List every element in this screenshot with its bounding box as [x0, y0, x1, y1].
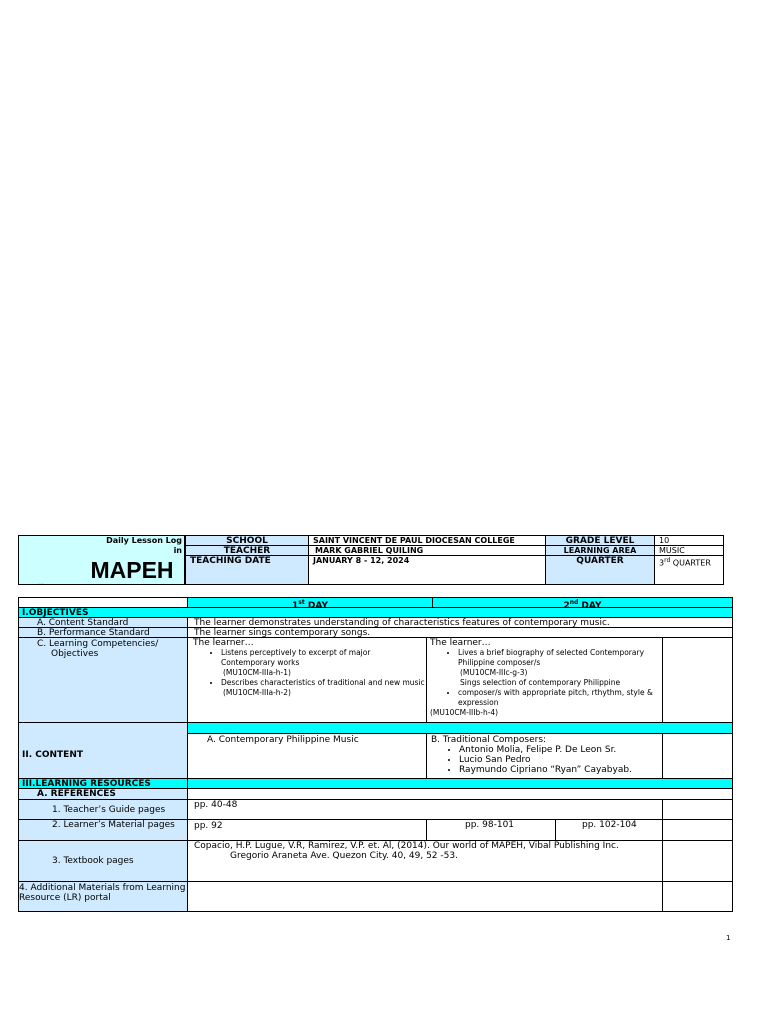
- school-label: SCHOOL: [185, 535, 309, 546]
- tg-day3: [662, 799, 733, 820]
- content-day1: A. Contemporary Philippine Music: [187, 733, 427, 779]
- comp-day2-bullet1: • Lives a brief biography of selected Contemporary Philippine composer/s: [458, 648, 662, 668]
- school-value: SAINT VINCENT DE PAUL DIOCESAN COLLEGE: [308, 535, 546, 546]
- content-day2-item-2: • Lucio San Pedro: [459, 755, 662, 765]
- references-label: A. REFERENCES: [18, 788, 188, 800]
- area-value: MUSIC: [654, 545, 724, 556]
- comp-day2-code2: (MU10CM-IIIb-h-4): [430, 708, 499, 717]
- lm-value-day2b: pp. 102-104: [555, 819, 663, 841]
- content-day2-title: B. Traditional Composers:: [431, 735, 547, 745]
- comp-day1-code1: (MU10CM-IIIa-h-1): [223, 668, 291, 677]
- objectives-heading: I.OBJECTIVES: [18, 607, 733, 618]
- competencies-day2: [426, 637, 663, 723]
- tg-value: pp. 40-48: [187, 799, 663, 820]
- tb-label: 3. Textbook pages: [18, 840, 188, 882]
- day1-sup: st: [298, 599, 305, 606]
- subject-title: MAPEH: [90, 557, 174, 583]
- quarter-value: [654, 555, 724, 585]
- am-value: [187, 881, 663, 912]
- quarter-word: QUARTER: [670, 558, 711, 568]
- performance-standard-label: B. Performance Standard: [18, 627, 188, 638]
- grade-label: GRADE LEVEL: [545, 535, 655, 546]
- comp-day2-text1: Sings selection of contemporary Philippine: [460, 678, 621, 687]
- grade-value: 10: [654, 535, 724, 546]
- comp-day1-bullet2: • Describes characteristics of traditional and new music: [221, 678, 426, 688]
- tb-day3: [662, 840, 733, 882]
- am-day3: [662, 881, 733, 912]
- comp-day2-code1: (MU10CM-IIIc-g-3): [460, 668, 528, 677]
- lm-day3: [662, 819, 733, 841]
- competencies-label: [18, 637, 188, 723]
- comp-day1-bullet1: • Listens perceptively to excerpt of major Contemporary works: [221, 648, 426, 668]
- content-standard-label: A. Content Standard: [18, 617, 188, 628]
- lm-value-day2: pp. 98-101: [426, 819, 556, 841]
- competencies-label-line2: Objectives: [51, 649, 99, 659]
- teacher-label: TEACHER: [185, 545, 309, 556]
- tb-value-line2: Gregorio Araneta Ave. Quezon City. 40, 49, 52 -53.: [230, 851, 458, 861]
- day1-word: DAY: [304, 601, 328, 608]
- lm-label: 2. Learner’s Material pages: [18, 819, 188, 841]
- comp-day1-code2: (MU10CM-IIIa-h-2): [223, 688, 291, 697]
- date-label: TEACHING DATE: [185, 555, 309, 585]
- quarter-label: QUARTER: [545, 555, 655, 585]
- dll-label: Daily Lesson Log: [106, 536, 182, 545]
- performance-standard-text: The learner sings contemporary songs.: [187, 627, 733, 638]
- comp-day2-intro: The learner…: [430, 638, 491, 648]
- content-day2-item-3: • Raymundo Cipriano “Ryan” Cayabyab.: [459, 765, 662, 775]
- content-heading-text: II. CONTENT: [22, 750, 83, 760]
- date-value: JANUARY 8 - 12, 2024: [308, 555, 546, 585]
- competencies-day3: [662, 637, 733, 723]
- tg-label: 1. Teacher’s Guide pages: [18, 799, 188, 820]
- page-number: 1: [726, 934, 731, 942]
- area-label: LEARNING AREA: [545, 545, 655, 556]
- teacher-value: MARK GABRIEL QUILING: [308, 545, 546, 556]
- day2-word: DAY: [578, 601, 602, 608]
- content-standard-text: The learner demonstrates understanding of characteristics features of contemporary music.: [187, 617, 733, 628]
- comp-day1-intro: The learner…: [193, 638, 254, 648]
- lm-value-day1: pp. 92: [187, 819, 427, 841]
- in-label: in: [173, 546, 182, 555]
- tb-value-line1: Copacio, H.P. Lugue, V.R, Ramirez, V.P. et. Al, (2014). Our world of MAPEH, Vibal Publishing Inc.: [194, 841, 619, 851]
- small-mark: .....: [38, 580, 45, 585]
- quarter-sup: rd: [664, 557, 671, 564]
- content-heading: [18, 722, 188, 779]
- competencies-label-line1: C. Learning Competencies/: [37, 639, 159, 649]
- competencies-day1: [187, 637, 427, 723]
- quarter-num: 3: [659, 558, 665, 568]
- content-day2: [426, 733, 663, 779]
- day1-num: 1: [292, 601, 299, 608]
- resources-heading: III.LEARNING RESOURCES: [18, 778, 188, 789]
- comp-day2-bullet2: • composer/s with appropriate pitch, rthythm, style & expression: [458, 688, 662, 708]
- day2-num: 2: [563, 601, 570, 608]
- content-day3: [662, 733, 733, 779]
- am-label: 4. Additional Materials from Learning Resource (LR) portal: [18, 881, 188, 912]
- content-day2-item-1: • Antonio Molia, Felipe P. De Leon Sr.: [459, 745, 662, 755]
- tb-value: [187, 840, 663, 882]
- day2-sup: nd: [569, 599, 579, 606]
